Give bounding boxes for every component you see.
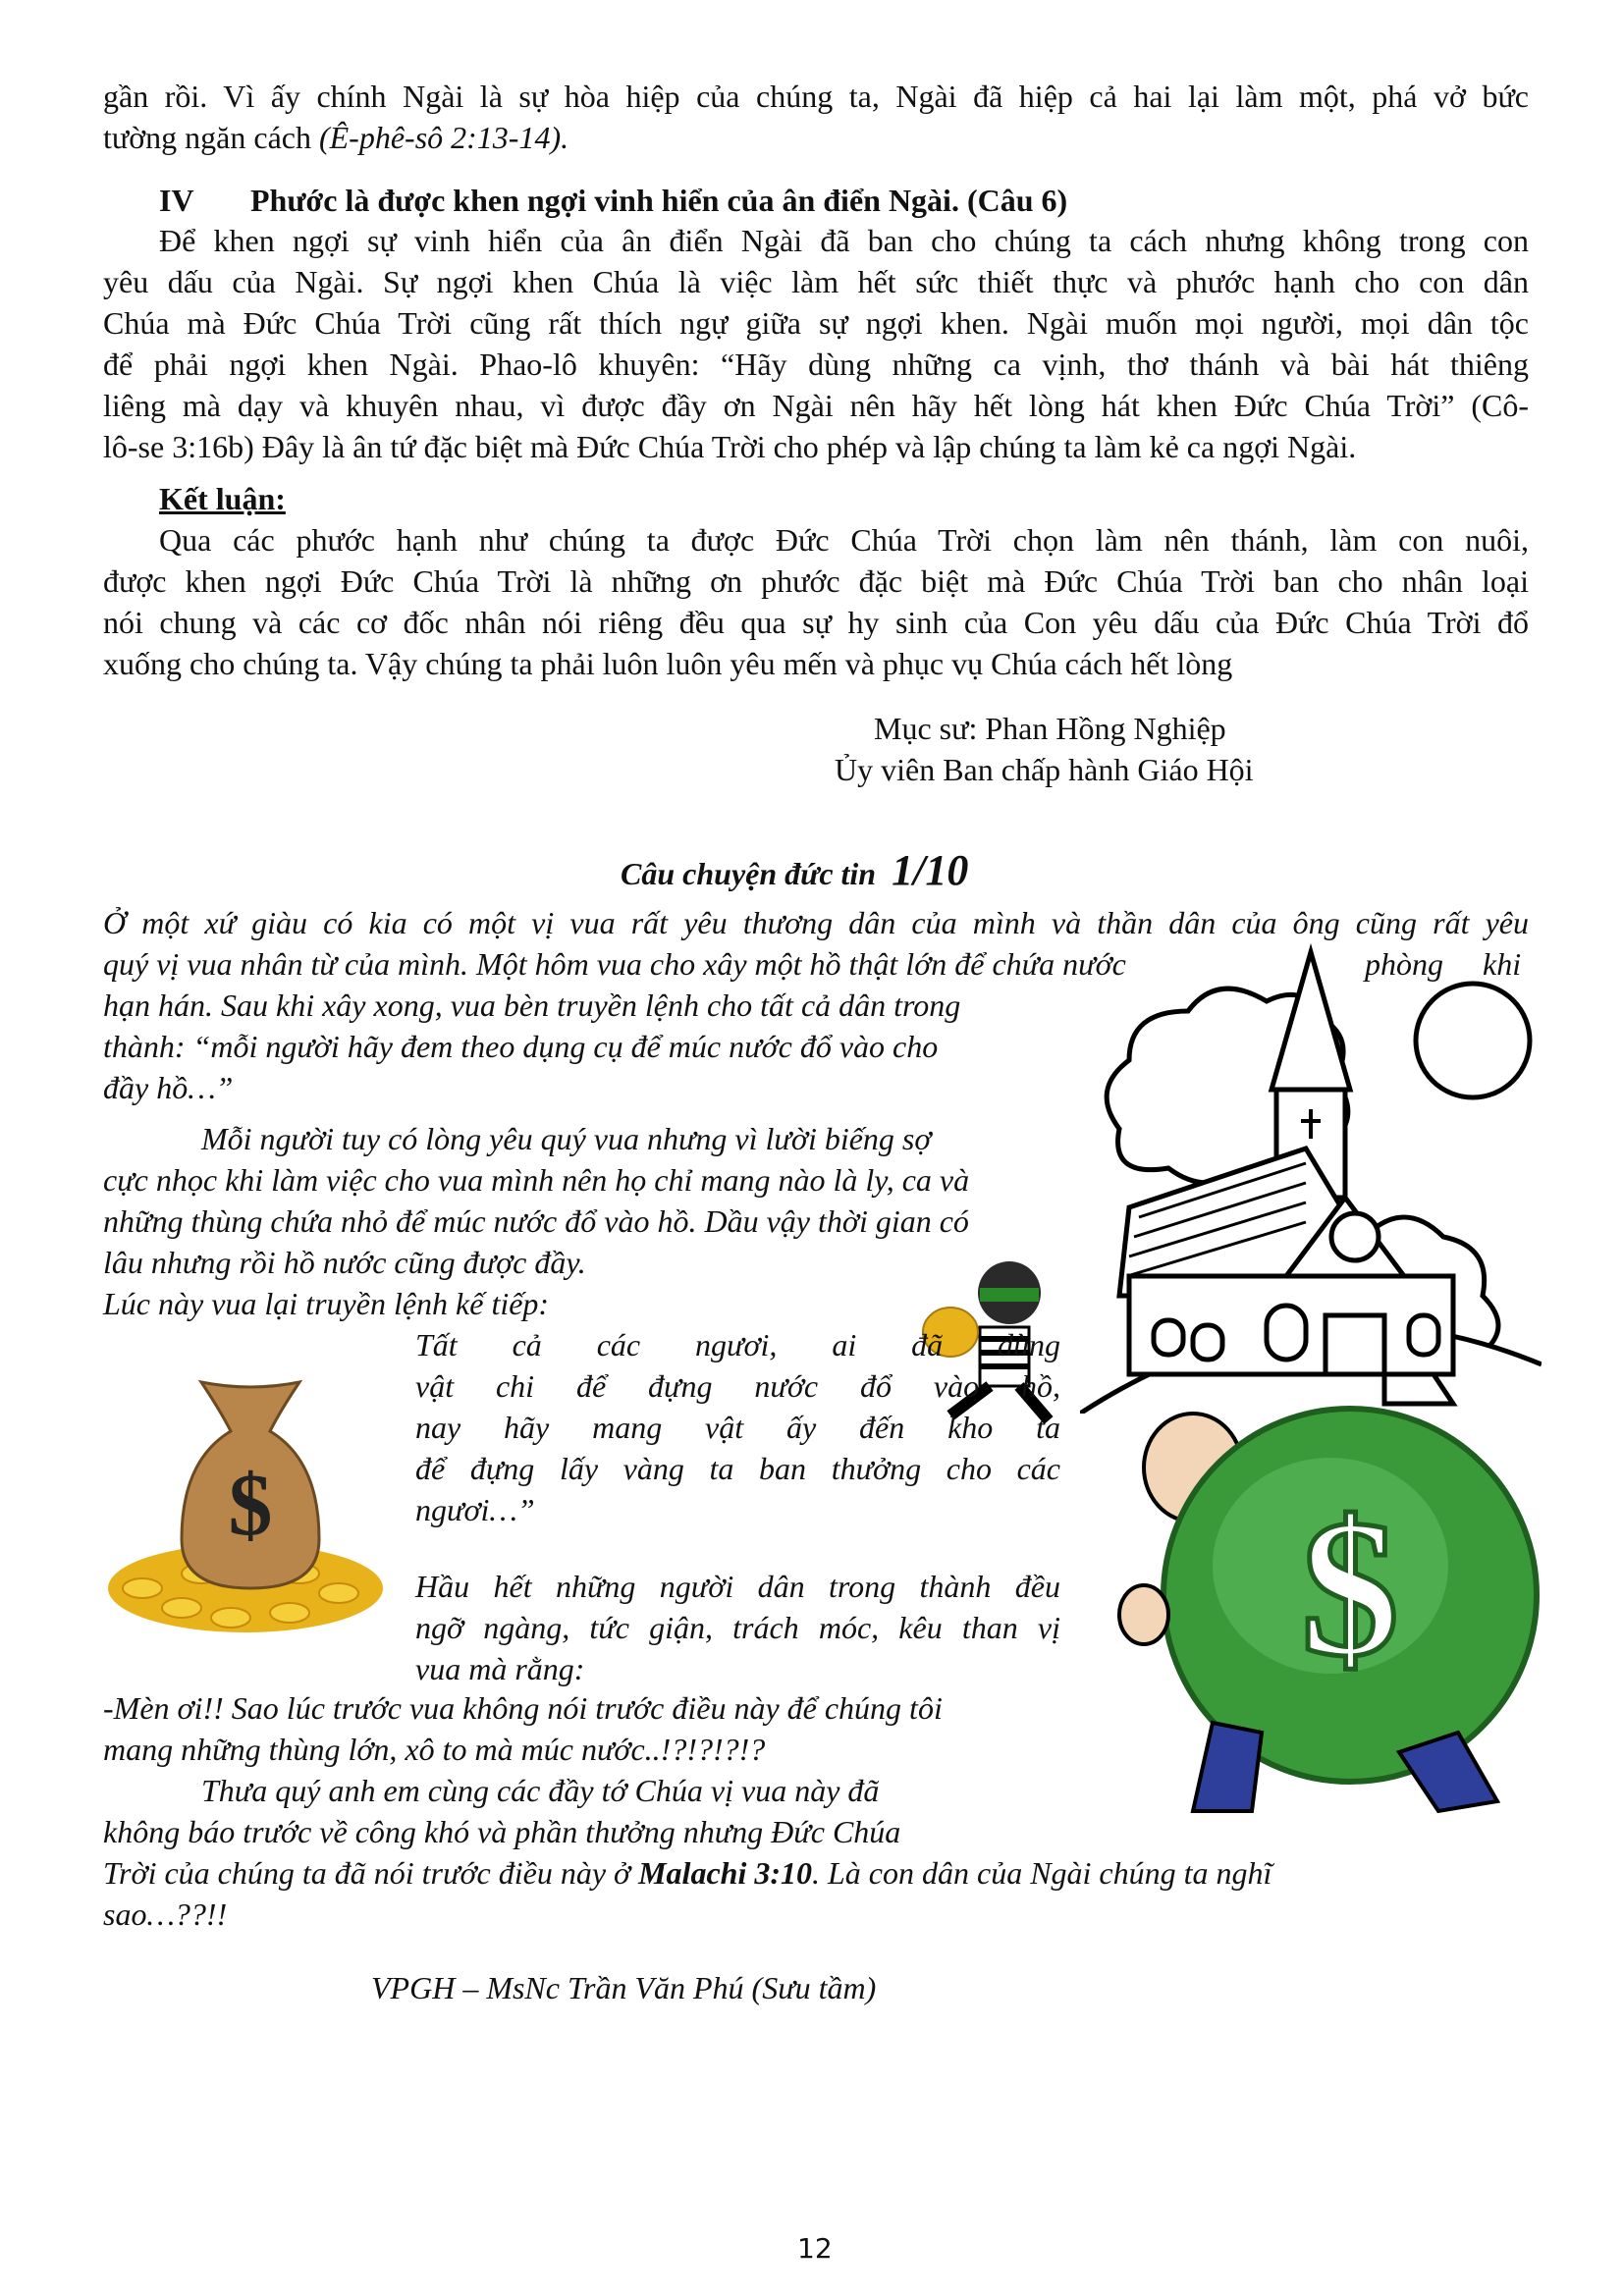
- section-iv-paragraph: [103, 220, 1529, 467]
- text-line: Để khen ngợi sự vinh hiển của ân điển Ngài đã ban cho chúng ta cách nhưng không trong con: [159, 223, 1529, 258]
- text-line: ngươi…”: [415, 1492, 535, 1527]
- signature-name: Mục sư: Phan Hồng Nghiệp: [874, 711, 1226, 746]
- section-iv-heading: Phước là được khen ngợi vinh hiển của ân điển Ngài. (Câu 6): [250, 183, 1068, 218]
- text-line: những thùng chứa nhỏ để múc nước đổ vào hồ. Dầu vậy thời gian có: [103, 1203, 969, 1239]
- text-line: vật chi để đựng nước đổ vào hồ,: [415, 1368, 1060, 1404]
- story-paragraph-2: [103, 1118, 969, 1324]
- closing-line-4: sao…??!!: [103, 1896, 228, 1932]
- text: tường ngăn cách: [103, 120, 319, 155]
- page-number: 12: [797, 2232, 833, 2265]
- king-quote: [415, 1324, 1060, 1530]
- text-line: -Mèn ơi!! Sao lúc trước vua không nói trước điều này để chúng tôi: [103, 1690, 943, 1726]
- text-line: Thưa quý anh em cùng các đầy tớ Chúa vị vua này đã: [201, 1773, 880, 1808]
- text-line: được khen ngợi Đức Chúa Trời là những ơn phước đặc biệt mà Đức Chúa Trời ban cho nhân loại: [103, 563, 1529, 599]
- story-number: 1/10: [892, 846, 969, 894]
- text-line: cực nhọc khi làm việc cho vua mình nên họ chỉ mang nào là ly, ca và: [103, 1162, 970, 1198]
- story-intro-line-1: [103, 902, 1529, 943]
- story-intro-rest: [103, 985, 960, 1108]
- story-title-text: Câu chuyện đức tin: [621, 856, 877, 891]
- text-line: nay hãy mang vật ấy đến kho ta: [415, 1410, 1060, 1445]
- text-line: Chúa mà Đức Chúa Trời cũng rất thích ngự giữa sự ngợi khen. Ngài muốn mọi người, mọi dân tộc: [103, 305, 1529, 341]
- story-intro-line-2: quý vị vua nhân từ của mình. Một hôm vua cho xây một hồ thật lớn để chứa nước: [103, 946, 1126, 982]
- scripture-reference: Malachi 3:10: [638, 1855, 812, 1891]
- closing-line-3: [103, 1852, 1271, 1894]
- church-illustration: [1080, 942, 1542, 1414]
- text-line: liêng mà dạy và khuyên nhau, vì được đầy ơn Ngài nên hãy hết lòng hát khen Đức Chúa Trời” (Cô-: [103, 388, 1529, 423]
- svg-text:$: $: [1301, 1480, 1399, 1697]
- text: Trời của chúng ta đã nói trước điều này ở: [103, 1855, 639, 1891]
- section-iv-number: IV: [159, 183, 194, 218]
- svg-text:$: $: [228, 1457, 273, 1554]
- text-line: Mỗi người tuy có lòng yêu quý vua nhưng vì lười biếng sợ: [201, 1121, 932, 1156]
- text-line: ngỡ ngàng, tức giận, trách móc, kêu than vị: [415, 1610, 1060, 1645]
- man-carrying-money-bag-illustration: [1105, 1399, 1546, 1841]
- signature-title: Ủy viên Ban chấp hành Giáo Hội: [835, 752, 1254, 787]
- text-line: thành: “mỗi người hãy đem theo dụng cụ để múc nước đổ vào cho: [103, 1029, 939, 1064]
- text-line: Hầu hết những người dân trong thành đều: [415, 1569, 1060, 1604]
- text-line: Qua các phước hạnh như chúng ta được Đức Chúa Trời chọn làm nên thánh, làm con nuôi,: [159, 522, 1529, 558]
- text-line: lâu nhưng rồi hồ nước cũng được đầy.: [103, 1245, 586, 1280]
- text-line: không báo trước về công khó và phần thưởng nhưng Đức Chúa: [103, 1814, 901, 1849]
- text-line: yêu dấu của Ngài. Sự ngợi khen Chúa là việc làm hết sức thiết thực và phước hạnh cho con dân: [103, 264, 1529, 299]
- story-intro-line-2-right-end: khi: [1483, 946, 1522, 982]
- money-bag-with-gold-coins-illustration: [103, 1362, 388, 1642]
- story-intro-line-2-right: phòng: [1365, 946, 1443, 982]
- text: . Là con dân của Ngài chúng ta nghĩ: [811, 1855, 1272, 1891]
- text-line: vua mà rằng:: [415, 1651, 585, 1686]
- conclusion-paragraph: [103, 519, 1529, 684]
- story-credit: VPGH – MsNc Trần Văn Phú (Sưu tầm): [371, 1970, 877, 2005]
- text-line: để phải ngợi khen Ngài. Phao-lô khuyên: “Hãy dùng những ca vịnh, thơ thánh và bài hát thiêng: [103, 347, 1529, 382]
- text-line: mang những thùng lớn, xô to mà múc nước..!?!?!?!?: [103, 1732, 766, 1767]
- text-line: để đựng lấy vàng ta ban thưởng cho các: [415, 1451, 1060, 1486]
- text-line: Ở một xứ giàu có kia có một vị vua rất yêu thương dân của mình và thần dân của ông cũng rất yêu: [103, 905, 1529, 940]
- scripture-reference: (Ê-phê-sô 2:13-14).: [318, 120, 569, 155]
- text-line: xuống cho chúng ta. Vậy chúng ta phải luôn luôn yêu mến và phục vụ Chúa cách hết lòng: [103, 646, 1233, 681]
- text-line: hạn hán. Sau khi xây xong, vua bèn truyền lệnh cho tất cả dân trong: [103, 988, 961, 1023]
- conclusion-heading: Kết luận:: [159, 481, 286, 516]
- text-line: đầy hồ…”: [103, 1070, 234, 1105]
- text-line: Lúc này vua lại truyền lệnh kế tiếp:: [103, 1286, 550, 1321]
- story-title: [621, 846, 969, 894]
- people-reaction: [415, 1566, 1060, 1689]
- section-iii-last-line: [103, 117, 568, 158]
- text-line: Tất cả các ngươi, ai đã dùng: [415, 1327, 1060, 1362]
- text-line: gần rồi. Vì ấy chính Ngài là sự hòa hiệp của chúng ta, Ngài đã hiệp cả hai lại làm một, phá vở bức: [103, 79, 1529, 114]
- text-line: lô-se 3:16b) Đây là ân tứ đặc biệt mà Đức Chúa Trời cho phép và lập chúng ta làm kẻ ca ngợi Ngài.: [103, 429, 1357, 464]
- section-iii-ending: [103, 76, 1529, 117]
- text-line: nói chung và các cơ đốc nhân nói riêng đều qua sự hy sinh của Con yêu dấu của Đức Chúa Trời đổ: [103, 605, 1529, 640]
- closing-paragraph: [103, 1770, 900, 1852]
- people-exclamation: [103, 1687, 943, 1770]
